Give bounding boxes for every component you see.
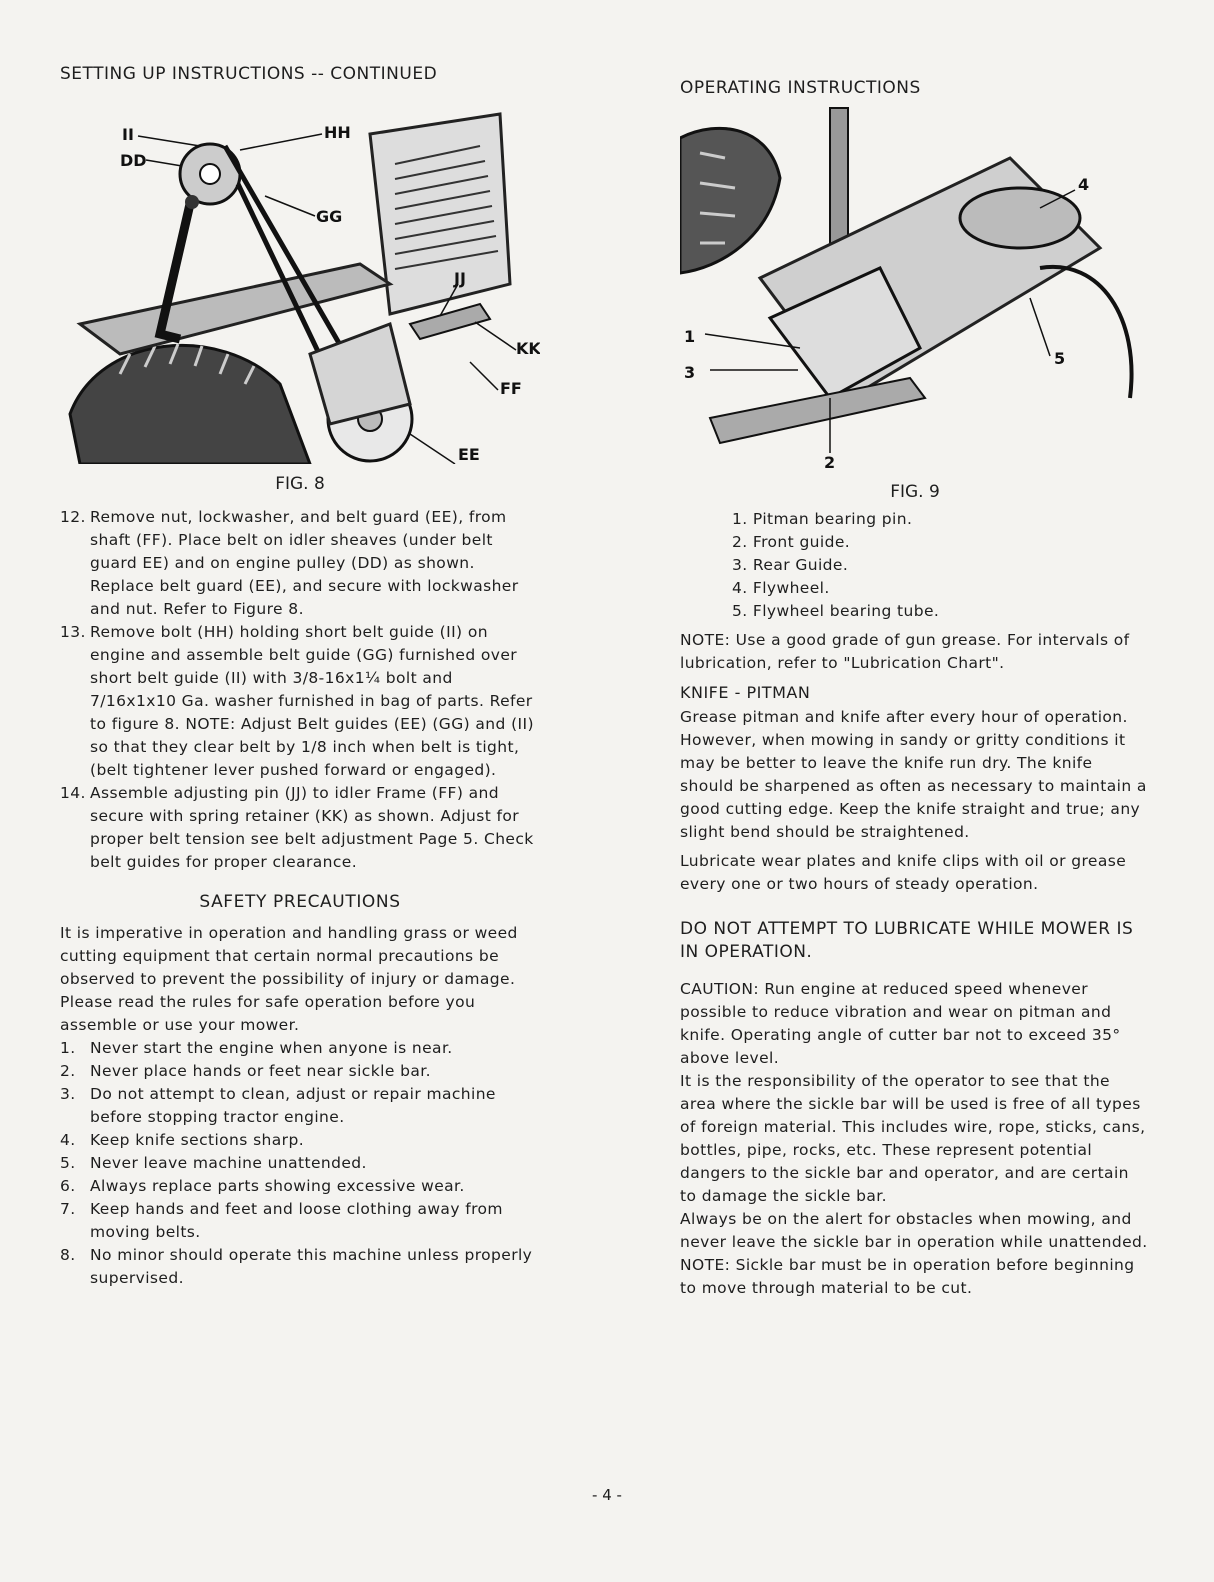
rule-number: 1.	[60, 1039, 76, 1057]
fig8-callout-jj: JJ	[454, 269, 466, 288]
rule-number: 3.	[60, 1085, 76, 1103]
safety-rule	[60, 1083, 540, 1129]
safety-rule	[60, 1129, 540, 1152]
setup-step	[60, 782, 540, 874]
safety-rule	[60, 1244, 540, 1290]
figure-8	[60, 84, 540, 494]
rule-text: Never leave machine unattended.	[90, 1154, 367, 1172]
setting-up-heading: SETTING UP INSTRUCTIONS -- CONTINUED	[60, 64, 438, 84]
figure-8-illustration	[60, 84, 540, 464]
safety-rule	[60, 1175, 540, 1198]
figure-9-illustration	[680, 98, 1150, 468]
fig8-callout-dd: DD	[120, 151, 147, 170]
part-item: 5. Flywheel bearing tube.	[732, 602, 940, 620]
sickle-note: NOTE: Sickle bar must be in operation before beginning to move through material to be cut.	[680, 1256, 1135, 1297]
safety-rule	[60, 1198, 540, 1244]
fig8-callout-gg: GG	[316, 207, 343, 226]
step-number: 14.	[60, 784, 86, 802]
knife-pitman-heading: KNIFE - PITMAN	[680, 683, 811, 702]
safety-intro: It is imperative in operation and handling grass or weed cutting equipment that certain normal precautions be observed to prevent the possibility of injury or damage.	[60, 924, 518, 988]
safety-read-rules: Please read the rules for safe operation before you assemble or use your mower.	[60, 993, 476, 1034]
fig9-callout-2: 2	[824, 453, 836, 468]
rule-text: No minor should operate this machine unless properly supervised.	[90, 1246, 533, 1287]
safety-rule	[60, 1152, 540, 1175]
fig9-callout-1: 1	[684, 327, 696, 346]
lubrication-note: NOTE: Use a good grade of gun grease. For intervals of lubrication, refer to "Lubrication Chart".	[680, 631, 1130, 672]
safety-rule	[60, 1060, 540, 1083]
rule-text: Never place hands or feet near sickle bar.	[90, 1062, 431, 1080]
step-number: 13.	[60, 623, 86, 641]
alert-text: Always be on the alert for obstacles when mowing, and never leave the sickle bar in operation while unattended.	[680, 1210, 1148, 1251]
figure-9-caption: FIG. 9	[890, 482, 940, 502]
safety-rules-list	[60, 1037, 540, 1290]
setup-steps-list	[60, 506, 540, 874]
fig9-callout-5: 5	[1054, 349, 1066, 368]
fig9-callout-3: 3	[684, 363, 696, 382]
fig8-callout-ii: II	[122, 125, 134, 144]
safety-heading: SAFETY PRECAUTIONS	[199, 892, 401, 912]
figure-9	[680, 98, 1150, 502]
rule-text: Keep hands and feet and loose clothing away from moving belts.	[90, 1200, 503, 1241]
part-item: 4. Flywheel.	[732, 579, 830, 597]
wear-plates-text: Lubricate wear plates and knife clips with oil or grease every one or two hours of steady operation.	[680, 852, 1127, 893]
rule-number: 4.	[60, 1131, 76, 1149]
rule-text: Do not attempt to clean, adjust or repair machine before stopping tractor engine.	[90, 1085, 496, 1126]
step-text: Remove nut, lockwasher, and belt guard (EE), from shaft (FF). Place belt on idler sheaves (under belt guard EE) and on engine pulley (DD) as shown. Replace belt guard (EE), and secure with lockwasher and nut. Refer to Figure 8.	[90, 508, 519, 618]
step-number: 12.	[60, 508, 86, 526]
part-item: 2. Front guide.	[732, 533, 851, 551]
setup-step	[60, 506, 540, 621]
figure-8-caption: FIG. 8	[275, 474, 325, 494]
rule-number: 5.	[60, 1154, 76, 1172]
fig9-parts-list	[732, 508, 1150, 623]
fig8-callout-ee: EE	[458, 445, 480, 464]
step-text: Assemble adjusting pin (JJ) to idler Frame (FF) and secure with spring retainer (KK) as shown. Adjust for proper belt tension see belt adjustment Page 5. Check belt guides for proper clearance.	[90, 784, 534, 871]
rule-number: 2.	[60, 1062, 76, 1080]
rule-text: Always replace parts showing excessive wear.	[90, 1177, 465, 1195]
page-number: - 4 -	[592, 1486, 622, 1504]
operating-heading: OPERATING INSTRUCTIONS	[680, 78, 921, 98]
safety-rule	[60, 1037, 540, 1060]
knife-pitman-text: Grease pitman and knife after every hour of operation. However, when mowing in sandy or gritty conditions it may be better to leave the knife run dry. The knife should be sharpened as often as necessary to maintain a good cutting edge. Keep the knife straight and true; any slight bend should be straightened.	[680, 708, 1147, 841]
setup-step	[60, 621, 540, 782]
fig8-callout-ff: FF	[500, 379, 522, 398]
part-item: 1. Pitman bearing pin.	[732, 510, 913, 528]
rule-text: Keep knife sections sharp.	[90, 1131, 305, 1149]
fig9-callout-4: 4	[1078, 175, 1090, 194]
part-item: 3. Rear Guide.	[732, 556, 849, 574]
rule-number: 8.	[60, 1246, 76, 1264]
step-text: Remove bolt (HH) holding short belt guide (II) on engine and assemble belt guide (GG) furnished over short belt guide (II) with 3/8-16x1¼ bolt and 7/16x1x10 Ga. washer furnished in bag of parts. Refer to figure 8. NOTE: Adjust Belt guides (EE) (GG) and (II) so that they clear belt by 1/8 inch when belt is tight, (belt tightener lever pushed forward or engaged).	[90, 623, 534, 779]
lubricate-warning: DO NOT ATTEMPT TO LUBRICATE WHILE MOWER IS IN OPERATION.	[680, 919, 1134, 962]
fig8-callout-hh: HH	[324, 123, 351, 142]
right-column	[680, 78, 1150, 1300]
caution-text: CAUTION: Run engine at reduced speed whenever possible to reduce vibration and wear on pitman and knife. Operating angle of cutter bar not to exceed 35° above level.	[680, 980, 1121, 1067]
left-column	[60, 64, 540, 1290]
responsibility-text: It is the responsibility of the operator to see that the area where the sickle bar will be used is free of all types of foreign material. This includes wire, rope, sticks, cans, bottles, pipe, rocks, etc. These represent potential dangers to the sickle bar and operator, and are certain to damage the sickle bar.	[680, 1072, 1146, 1205]
fig8-callout-kk: KK	[516, 339, 540, 358]
rule-number: 6.	[60, 1177, 76, 1195]
rule-text: Never start the engine when anyone is near.	[90, 1039, 453, 1057]
rule-number: 7.	[60, 1200, 76, 1218]
